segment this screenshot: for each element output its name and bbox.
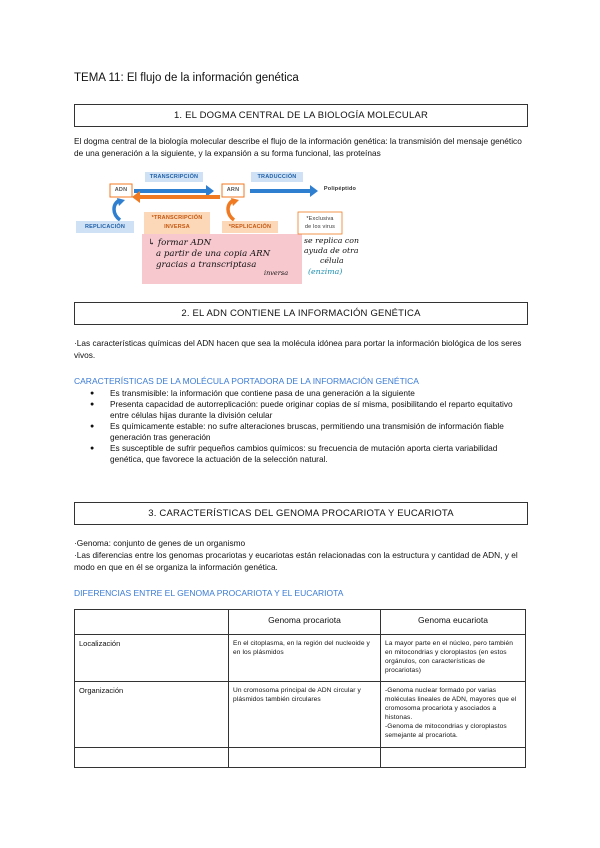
note-celula: célula xyxy=(320,256,344,265)
table-cell xyxy=(75,748,229,768)
table-cell: Un cromosoma principal de ADN circular y plásmidos también circulares xyxy=(229,682,381,748)
polipeptido-label: Polipéptido xyxy=(323,186,357,192)
genoma-definition: ·Genoma: conjunto de genes de un organismo xyxy=(74,538,246,548)
genoma-differences-text: ·Las diferencias entre los genomas procariotas y eucariotas están relacionadas con la estructura y cantidad de ADN, y el modo en que en él se organiza la información genética. xyxy=(74,550,518,572)
section-2-subheading: CARACTERÍSTICAS DE LA MOLÉCULA PORTADORA DE LA INFORMACIÓN GENÉTICA xyxy=(74,376,419,386)
table-header-cell: Genoma procariota xyxy=(229,610,381,635)
table-cell: Organización xyxy=(75,682,229,748)
section-3-heading: 3. CARACTERÍSTICAS DEL GENOMA PROCARIOTA Y EUCARIOTA xyxy=(74,502,528,525)
adn-label: ADN xyxy=(114,187,128,193)
table-header-row xyxy=(75,610,526,635)
table-cell xyxy=(229,748,381,768)
section-1-heading: 1. EL DOGMA CENTRAL DE LA BIOLOGÍA MOLECULAR xyxy=(74,104,528,127)
note-inversa: inversa xyxy=(264,269,289,277)
document-title: TEMA 11: El flujo de la información genética xyxy=(74,72,299,84)
note-formar-adn: ↳ formar ADN xyxy=(148,238,212,248)
note-enzima: (enzima) xyxy=(308,267,343,276)
list-item: ● Es transmisible: la información que contiene pasa de una generación a la siguiente xyxy=(74,388,526,399)
exclusiva-label-1: *Exclusiva xyxy=(306,216,334,222)
transcripcion-label: TRANSCRIPCIÓN xyxy=(149,174,199,180)
section-1-paragraph: El dogma central de la biología molecular describe el flujo de la información genética: la transmisión del mensaje genético de una generación a la siguiente, y la expansión a su forma funcional, las proteínas xyxy=(74,136,522,158)
table-cell xyxy=(381,748,526,768)
list-item: ● Es susceptible de sufrir pequeños cambios químicos: su frecuencia de mutación aporta cierta variabilidad genética, que favorece la actuación de la selección natural. xyxy=(74,443,526,465)
table-row xyxy=(75,748,526,768)
note-gracias: gracias a transcriptasa xyxy=(156,260,257,270)
transcripcion-inversa-label-2: INVERSA xyxy=(164,224,190,230)
table-cell: -Genoma nuclear formado por varias moléculas lineales de ADN, mayores que el cromosoma procariota y asociados a histonas. -Genoma de mitocondrias y cloroplastos semejante al procariota. xyxy=(381,682,526,748)
table-cell: La mayor parte en el núcleo, pero también en mitocondrias y cloroplastos (en estos orgánulos, con características de procariotas) xyxy=(381,635,526,682)
table-header-cell: Genoma eucariota xyxy=(381,610,526,635)
traduccion-arrow-head xyxy=(310,185,318,197)
replicacion-left-label: REPLICACIÓN xyxy=(84,224,126,230)
table-header-cell xyxy=(75,610,229,635)
section-2-paragraph: ·Las características químicas del ADN hacen que sea la molécula idónea para portar la información biológica de los seres vivos. xyxy=(74,338,522,360)
exclusiva-label-2: de los virus xyxy=(304,224,336,230)
transcripcion-arrow xyxy=(134,189,206,193)
section-3-subheading: DIFERENCIAS ENTRE EL GENOMA PROCARIOTA Y EL EUCARIOTA xyxy=(74,588,344,598)
central-dogma-diagram xyxy=(72,168,372,286)
note-ayuda: ayuda de otra xyxy=(304,246,359,255)
table-row xyxy=(75,635,526,682)
section-2-heading: 2. EL ADN CONTIENE LA INFORMACIÓN GENÉTICA xyxy=(74,302,528,325)
table-row xyxy=(75,682,526,748)
table-cell: En el citoplasma, en la región del nucleoide y en los plásmidos xyxy=(229,635,381,682)
list-item: ● Es químicamente estable: no sufre alteraciones bruscas, permitiendo una transmisión de información fiable generación tras generación xyxy=(74,421,526,443)
traduccion-arrow xyxy=(250,189,310,193)
note-se-replica: se replica con xyxy=(304,236,359,245)
transcripcion-inversa-label-1: *TRANSCRIPCIÓN xyxy=(151,215,203,221)
list-item: ● Presenta capacidad de autorreplicación: puede originar copias de sí misma, posibilitando el reparto equitativo entre células hijas durante la división celular xyxy=(74,399,526,421)
genome-comparison-table xyxy=(74,609,526,768)
reverse-arrow xyxy=(140,195,220,199)
replicacion-right-label: *REPLICACIÓN xyxy=(228,224,272,230)
characteristics-list xyxy=(74,388,526,465)
traduccion-label: TRADUCCIÓN xyxy=(257,174,297,180)
note-a-partir: a partir de una copia ARN xyxy=(156,249,271,259)
arn-label: ARN xyxy=(226,187,240,193)
table-cell: Localización xyxy=(75,635,229,682)
